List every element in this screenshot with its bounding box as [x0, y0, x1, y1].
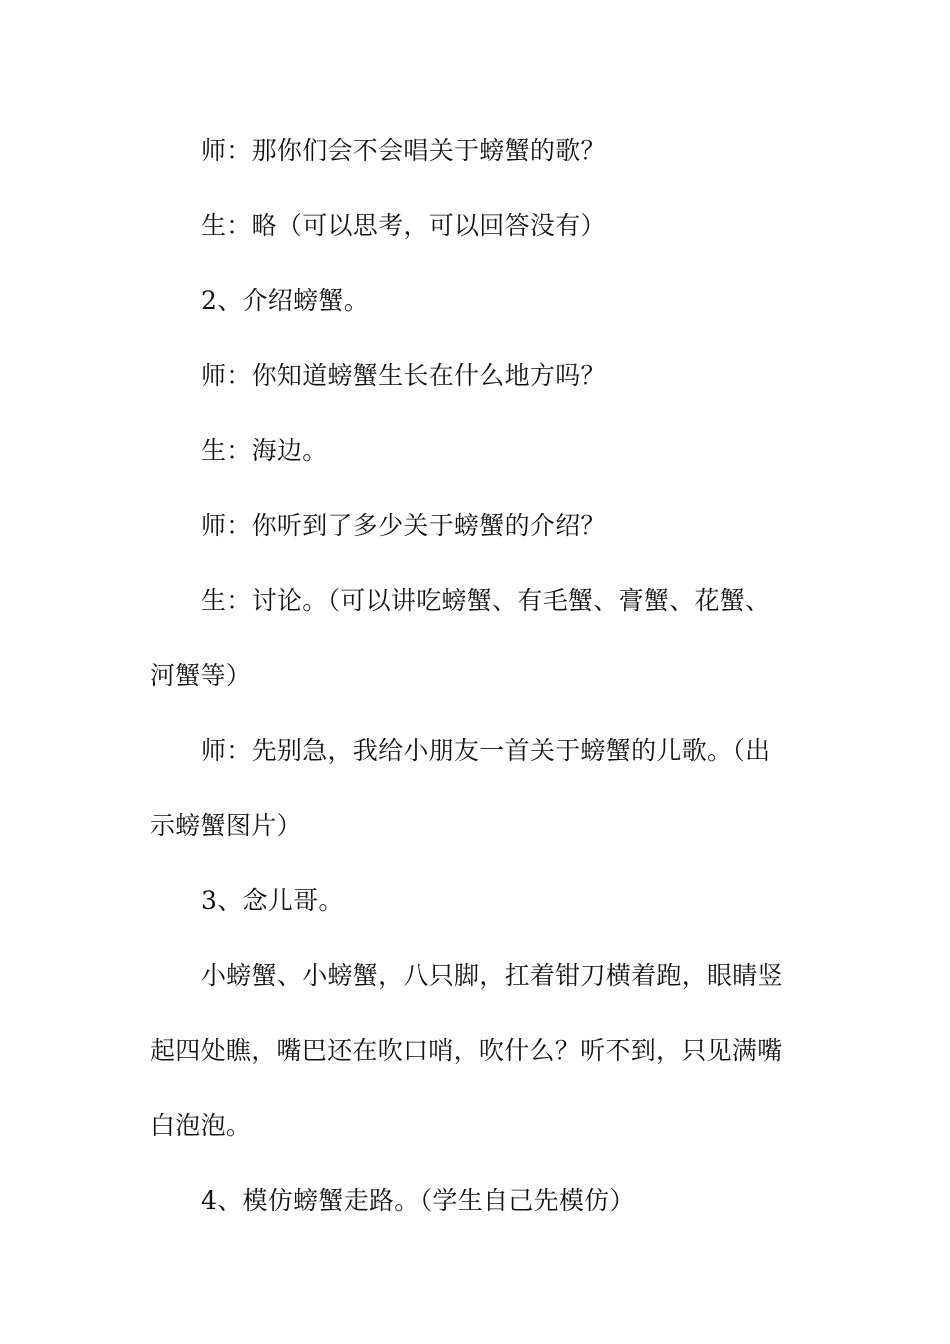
paragraph-line: 生：略（可以思考，可以回答没有） [201, 211, 606, 240]
paragraph-line: 师：那你们会不会唱关于螃蟹的歌？ [201, 136, 606, 165]
section-heading: 4、模仿螃蟹走路。（学生自己先模仿） [201, 1186, 635, 1215]
paragraph-line: 师：先别急，我给小朋友一首关于螃蟹的儿歌。（出 [201, 736, 771, 765]
paragraph-line: 师：你听到了多少关于螃蟹的介绍？ [201, 511, 606, 540]
section-heading: 2、介绍螃蟹。 [201, 286, 370, 315]
paragraph-line-continued: 白泡泡。 [150, 1111, 252, 1140]
paragraph-line-continued: 起四处瞧，嘴巴还在吹口哨，吹什么？听不到，只见满嘴 [150, 1036, 783, 1065]
paragraph-line: 师：你知道螃蟹生长在什么地方吗？ [201, 361, 606, 390]
section-heading: 3、念儿哥。 [201, 886, 344, 915]
paragraph-line-continued: 示螃蟹图片） [150, 811, 302, 840]
paragraph-line: 生：海边。 [201, 436, 328, 465]
paragraph-line: 生：讨论。（可以讲吃螃蟹、有毛蟹、膏蟹、花蟹、 [201, 586, 771, 615]
paragraph-line-continued: 河蟹等） [150, 661, 252, 690]
paragraph-line: 小螃蟹、小螃蟹，八只脚，扛着钳刀横着跑，眼睛竖 [201, 961, 783, 990]
